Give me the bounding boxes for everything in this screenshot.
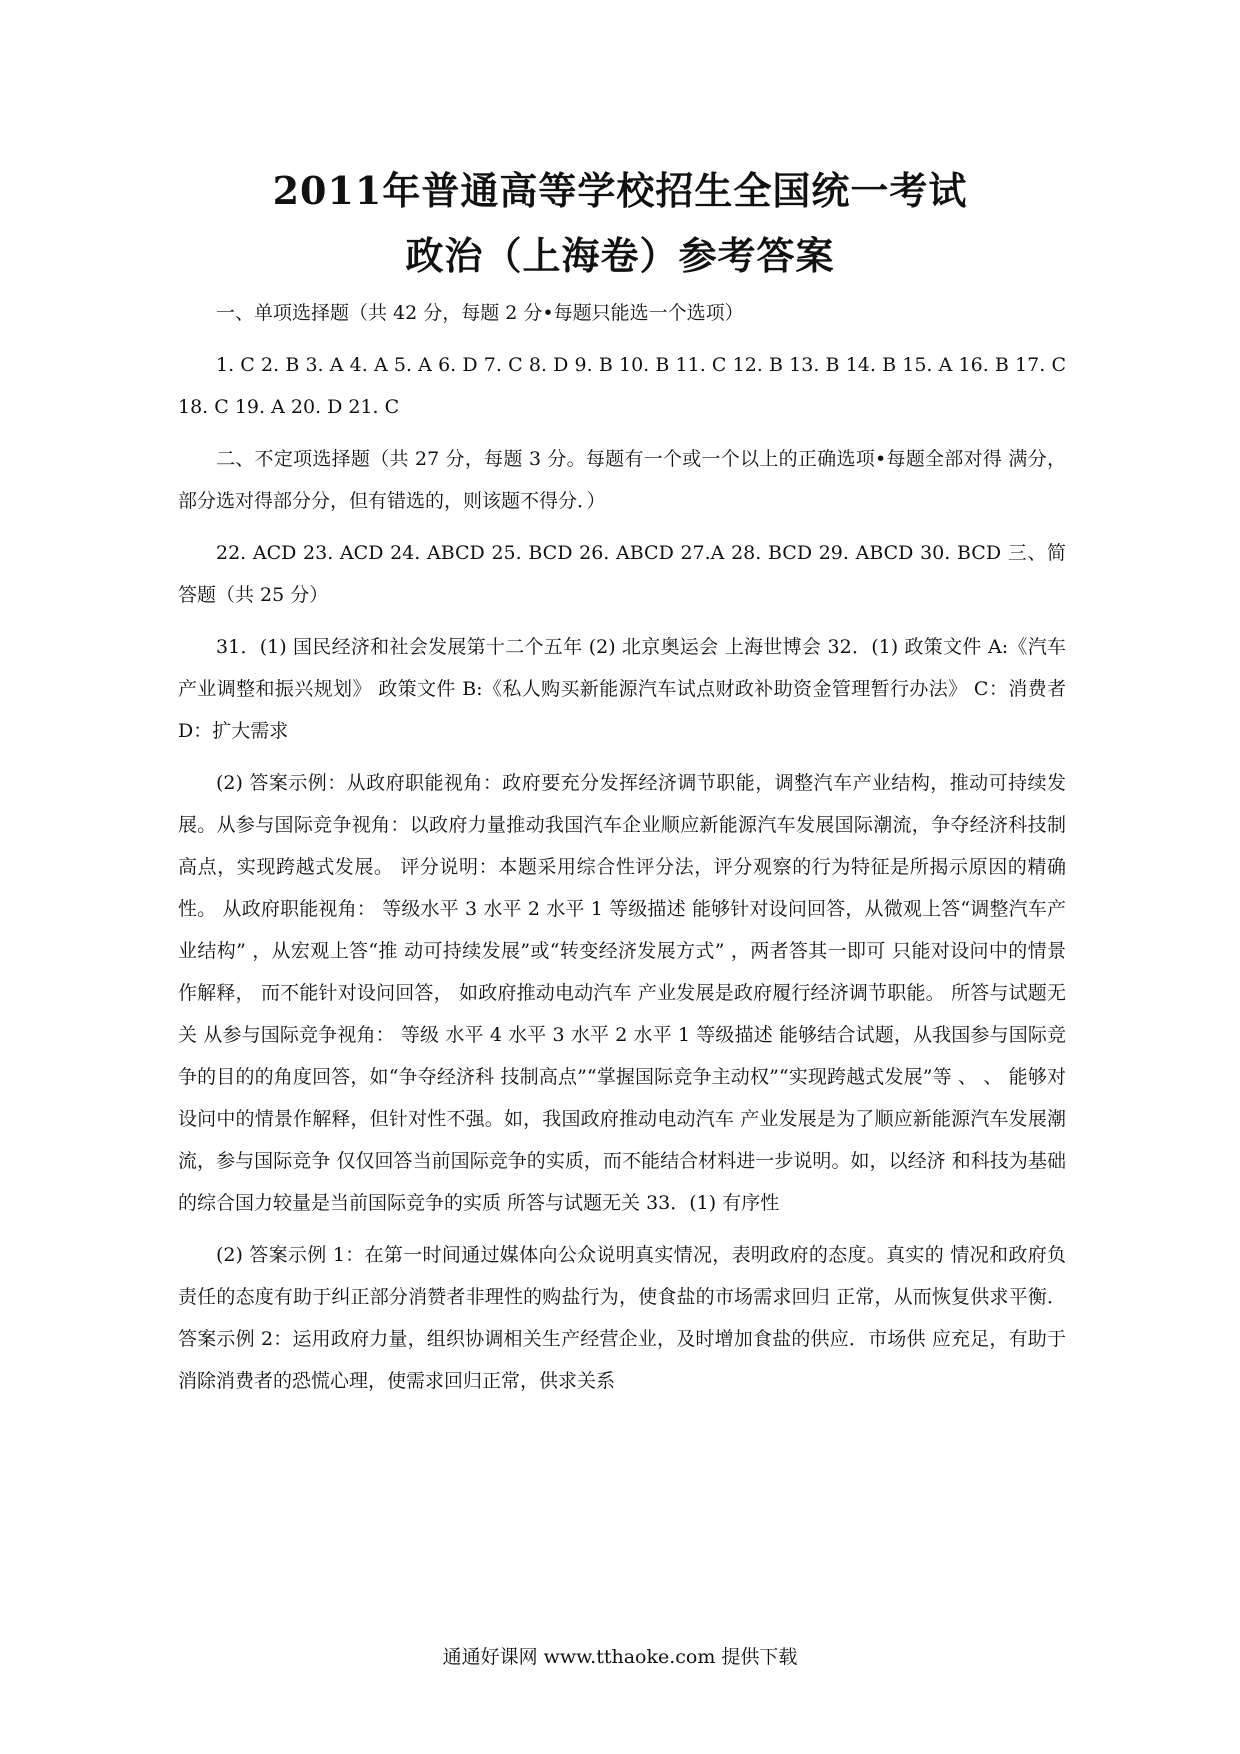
answers-31-32-part1: 31．(1) 国民经济和社会发展第十二个五年 (2) 北京奥运会 上海世博会 32．(1) 政策文件 A:《汽车产业调整和振兴规划》 政策文件 B:《私人购买新能源汽车试点财政补助资金管理暂行办法》 C：消费者 D：扩大需求: [178, 636, 1066, 742]
answers-32-part2: (2) 答案示例：从政府职能视角：政府要充分发挥经济调节职能，调整汽车产业结构，推动可持续发展。从参与国际竞争视角：以政府力量推动我国汽车企业顺应新能源汽车发展国际潮流，争夺经济科技制高点，实现跨越式发展。 评分说明：本题采用综合性评分法，评分观察的行为特征是所揭示原因的精确性。 从政府职能视角： 等级水平 3 水平 2 水平 1 等级描述 能够针对设问回答，从微观上答“调整汽车产业结构” ，从宏观上答“推 动可持续发展”或“转变经济发展方式” ，两者答其一即可 只能对设问中的情景作解释， 而不能针对设问回答， 如政府推动电动汽车 产业发展是政府履行经济调节职能。 所答与试题无关 从参与国际竞争视角： 等级 水平 4 水平 3 水平 2 水平 1 等级描述 能够结合试题，从我国参与国际竞争的目的的角度回答，如“争夺经济科 技制高点”“掌握国际竞争主动权”“实现跨越式发展”等 、 、 能够对设问中的情景作解释，但针对性不强。如，我国政府推动电动汽车 产业发展是为了顺应新能源汽车发展潮流，参与国际竞争 仅仅回答当前国际竞争的实质，而不能结合材料进一步说明。如，以经济 和科技为基础的综合国力较量是当前国际竞争的实质 所答与试题无关 33．(1) 有序性: [178, 772, 1066, 1214]
answers-multiple-choice: 22. ACD 23. ACD 24. ABCD 25. BCD 26. ABCD 27.A 28. BCD 29. ABCD 30. BCD 三、简答题（共 25 分）: [178, 542, 1066, 606]
answers-single-choice: 1. C 2. B 3. A 4. A 5. A 6. D 7. C 8. D 9. B 10. B 11. C 12. B 13. B 14. B 15. A 16. B 17. C 18. C 19. A 20. D 21. C: [178, 354, 1066, 418]
section-heading-single-choice: 一、单项选择题（共 42 分，每题 2 分•每题只能选一个选项）: [216, 302, 744, 324]
section-heading-multiple-choice: 二、不定项选择题（共 27 分，每题 3 分。每题有一个或一个以上的正确选项•每题全部对得 满分，部分选对得部分分，但有错选的，则该题不得分．）: [178, 448, 1066, 512]
answers-33-part2: (2) 答案示例 1：在第一时间通过媒体向公众说明真实情况，表明政府的态度。真实的 情况和政府负责任的态度有助于纠正部分消赞者非理性的购盐行为，使食盐的市场需求回归 正常，从而恢复供求平衡． 答案示例 2：运用政府力量，组织协调相关生产经营企业，及时增加食盐的供应．市场供 应充足，有助于消除消费者的恐慌心理，使需求回归正常，供求关系: [178, 1244, 1066, 1392]
document-title: 2011年普通高等学校招生全国统一考试: [272, 168, 968, 213]
document-subtitle: 政治（上海卷）参考答案: [405, 233, 835, 278]
answer-body: [178, 292, 1066, 1402]
footer-source: 通通好课网 www.tthaoke.com 提供下载: [442, 1646, 798, 1668]
